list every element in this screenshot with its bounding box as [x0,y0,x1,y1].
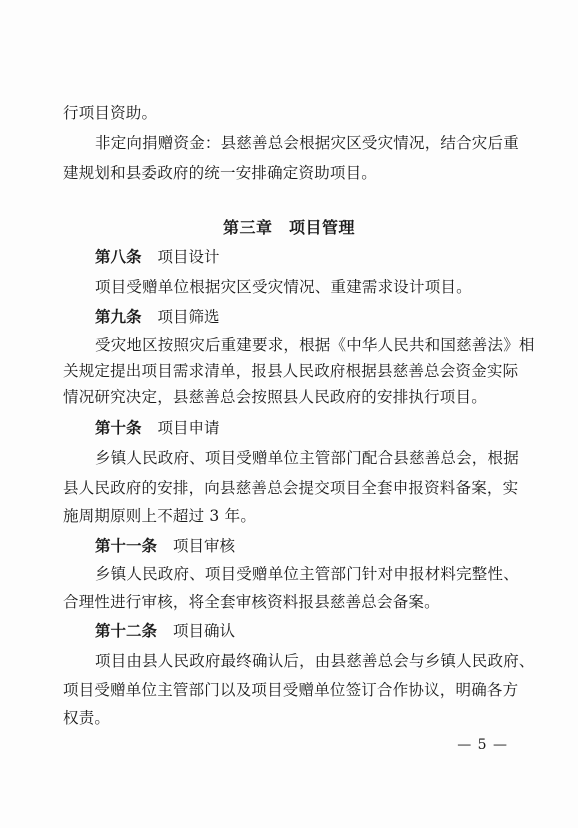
article-line: 乡镇人民政府、项目受赠单位主管部门针对申报材料完整性、 [95,565,519,583]
article-line: 合理性进行审核，将全套审核资料报县慈善总会备案。 [63,593,440,611]
body-line: 非定向捐赠资金：县慈善总会根据灾区受灾情况，结合灾后重 [95,134,519,152]
article-line: 受灾地区按照灾后重建要求，根据《中华人民共和国慈善法》相 [95,336,535,354]
article-number: 第十条 [95,419,142,437]
article-title: 项目设计 [157,248,220,266]
article-number: 第十二条 [95,622,158,640]
article-heading [95,536,235,556]
article-line: 县人民政府的安排，向县慈善总会提交项目全套申报资料备案，实 [63,479,519,497]
article-number: 第十一条 [95,537,158,555]
article-title: 项目筛选 [157,308,220,326]
article-line: 关规定提出项目需求清单，报县人民政府根据县慈善总会资金实际 [63,362,519,380]
article-heading [95,418,220,438]
article-line: 情况研究决定，县慈善总会按照县人民政府的安排执行项目。 [63,388,487,406]
chapter-title: 第三章 项目管理 [222,218,355,237]
article-title: 项目审核 [173,537,236,555]
article-line: 项目受赠单位根据灾区受灾情况、重建需求设计项目。 [95,278,472,296]
body-line: 行项目资助。 [63,104,158,122]
article-title: 项目确认 [173,622,236,640]
page-number: — 5 — [457,737,508,753]
article-line: 施周期原则上不超过 3 年。 [63,507,257,525]
article-heading [95,307,220,327]
article-line: 项目受赠单位主管部门以及项目受赠单位签订合作协议，明确各方 [63,681,519,699]
article-heading [95,621,235,641]
body-line: 建规划和县委政府的统一安排确定资助项目。 [63,164,378,182]
article-heading [95,247,220,267]
article-line: 项目由县人民政府最终确认后，由县慈善总会与乡镇人民政府、 [95,652,535,670]
article-title: 项目申请 [157,419,220,437]
article-line: 乡镇人民政府、项目受赠单位主管部门配合县慈善总会，根据 [95,449,519,467]
article-number: 第八条 [95,248,142,266]
article-number: 第九条 [95,308,142,326]
article-line: 权责。 [63,709,111,727]
